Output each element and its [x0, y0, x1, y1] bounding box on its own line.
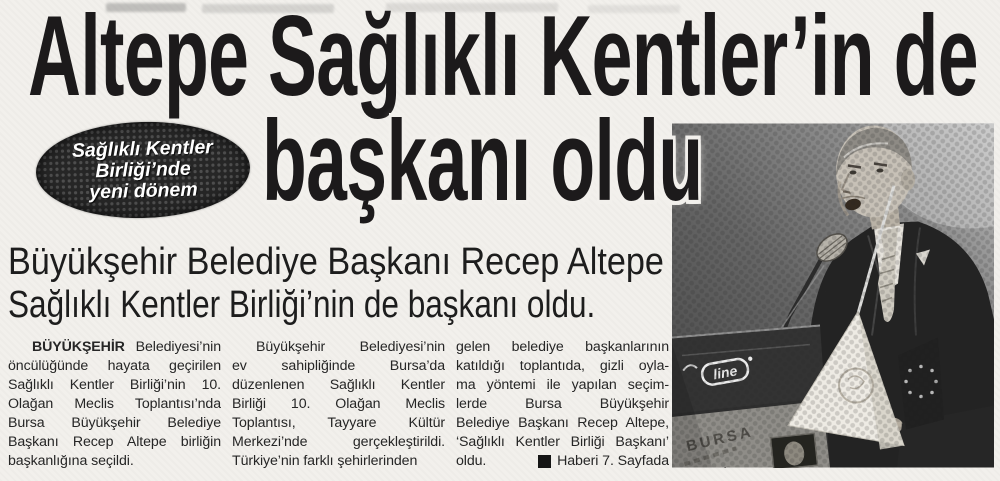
article-line: gelen belediye başkanlarının	[456, 339, 669, 355]
subheadline-line2: Sağlıklı Kentler Birliği’nin de başkanı oldu.	[8, 284, 596, 326]
article-line: Başkanı Recep Altepe birliğin	[8, 434, 221, 450]
page-reference	[538, 452, 669, 471]
article-line: Sağlıklı Kentler Birliği’nin 10.	[8, 377, 221, 393]
article-line: Merkezi’nde gerçekleştirildi.	[232, 434, 445, 450]
article-column-2	[232, 338, 445, 471]
ref-square-icon	[538, 455, 551, 468]
article-line: Birliği 10. Olağan Meclis	[232, 396, 445, 412]
article-line: ‘Sağlıklı Kentler Birliği Başkanı’	[456, 434, 669, 450]
article-column-3	[456, 338, 669, 471]
headline-line1: Altepe Sağlıklı Kentler’in de	[28, 0, 978, 120]
article-line: ma yöntemi ile yapılan seçim-	[456, 377, 669, 393]
article-line: Türkiye’nin farklı şehirlerinden	[232, 453, 418, 469]
article-line: katıldığı toplantıda, gizli oyla-	[456, 358, 669, 374]
article-line: öncülüğünde hayata geçirilen	[8, 358, 221, 374]
article-line: BÜYÜKŞEHİR Belediyesi’nin	[32, 339, 221, 355]
article-line: ev sahipliğinde Bursa’da	[232, 358, 445, 374]
article-line: düzenlenen Sağlıklı Kentler	[232, 377, 445, 393]
badge-line: yeni dönem	[89, 178, 198, 203]
halftone-overlay	[672, 124, 994, 468]
last-word: oldu.	[456, 453, 487, 469]
subheadline-line1: Büyükşehir Belediye Başkanı Recep Altepe	[8, 241, 664, 283]
headline-line2: başkanı oldu	[262, 97, 703, 225]
article-line: başkanlığına seçildi.	[8, 453, 134, 469]
article-column-1	[8, 338, 221, 471]
article-line: Belediye Başkanı Recep Altepe,	[456, 415, 669, 431]
article-line: Olağan Meclis Toplantısı’nda	[8, 396, 221, 412]
article-line: lerde Bursa Büyükşehir	[456, 396, 669, 412]
article-body	[8, 338, 670, 471]
article-line	[456, 452, 669, 471]
badge-line: Sağlıklı Kentler	[71, 135, 214, 162]
page-ref-text: Haberi 7. Sayfada	[557, 453, 669, 469]
article-line: Toplantısı, Tayyare Kültür	[232, 415, 445, 431]
lead-word: BÜYÜKŞEHİR	[32, 339, 125, 355]
article-line: Büyükşehir Belediyesi’nin	[256, 339, 445, 355]
badge-oval	[35, 119, 251, 221]
badge-line: Birliği’nde	[95, 157, 191, 182]
news-photo	[672, 123, 994, 468]
article-line: Bursa Büyükşehir Belediye	[8, 415, 221, 431]
